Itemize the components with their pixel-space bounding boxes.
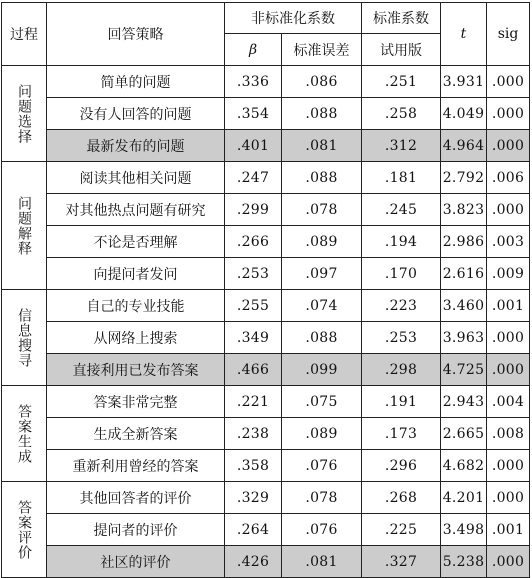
std-error-cell: .078 [282,194,362,226]
sig-cell: .000 [487,354,530,386]
table-row [2,226,530,258]
std-coef-cell: .225 [362,514,441,546]
t-value-cell: 2.986 [441,226,487,258]
table-row [2,194,530,226]
std-coef-cell: .181 [362,162,441,194]
std-coef-cell: .251 [362,66,441,98]
strategy-cell: 重新利用曾经的答案 [47,450,225,482]
strategy-cell: 简单的问题 [47,66,225,98]
sig-cell: .000 [487,98,530,130]
t-value-cell: 4.201 [441,482,487,514]
t-value-cell: 3.823 [441,194,487,226]
header-unstandardized: 非标准化系数 [225,3,362,34]
sig-cell: .003 [487,226,530,258]
strategy-cell: 向提问者发问 [47,258,225,290]
beta-cell: .329 [225,482,282,514]
beta-cell: .354 [225,98,282,130]
beta-cell: .401 [225,130,282,162]
strategy-cell: 从网络上搜索 [47,322,225,354]
std-coef-cell: .223 [362,290,441,322]
header-std-error: 标准误差 [282,34,362,66]
header-beta: β [225,34,282,66]
std-coef-cell: .312 [362,130,441,162]
header-trial-version: 试用版 [362,34,441,66]
t-value-cell: 2.943 [441,386,487,418]
std-error-cell: .099 [282,354,362,386]
std-coef-cell: .253 [362,322,441,354]
table-row [2,546,530,578]
table-row [2,354,530,386]
strategy-cell: 生成全新答案 [47,418,225,450]
std-error-cell: .088 [282,162,362,194]
beta-cell: .264 [225,514,282,546]
process-group-label: 答案生成 [2,386,47,482]
t-value-cell: 4.682 [441,450,487,482]
sig-cell: .000 [487,130,530,162]
std-error-cell: .086 [282,66,362,98]
t-value-cell: 4.725 [441,354,487,386]
strategy-cell: 最新发布的问题 [47,130,225,162]
table-row [2,386,530,418]
std-coef-cell: .298 [362,354,441,386]
regression-table [1,2,530,578]
beta-cell: .426 [225,546,282,578]
sig-cell: .001 [487,514,530,546]
table-row [2,66,530,98]
std-error-cell: .081 [282,130,362,162]
std-coef-cell: .327 [362,546,441,578]
table-row [2,98,530,130]
table-row [2,290,530,322]
process-group-label: 问题选择 [2,66,47,162]
std-error-cell: .088 [282,98,362,130]
t-value-cell: 3.931 [441,66,487,98]
table-row [2,258,530,290]
table-row [2,130,530,162]
t-value-cell: 4.049 [441,98,487,130]
std-error-cell: .076 [282,450,362,482]
sig-cell: .001 [487,290,530,322]
process-group-label: 答案评价 [2,482,47,578]
header-t: t [441,3,487,66]
table-row [2,418,530,450]
std-coef-cell: .268 [362,482,441,514]
std-error-cell: .089 [282,226,362,258]
table-row [2,162,530,194]
beta-cell: .221 [225,386,282,418]
t-value-cell: 3.460 [441,290,487,322]
t-value-cell: 4.964 [441,130,487,162]
sig-cell: .004 [487,386,530,418]
sig-cell: .000 [487,482,530,514]
strategy-cell: 对其他热点问题有研究 [47,194,225,226]
strategy-cell: 答案非常完整 [47,386,225,418]
strategy-cell: 社区的评价 [47,546,225,578]
beta-cell: .466 [225,354,282,386]
table-row [2,322,530,354]
strategy-cell: 其他回答者的评价 [47,482,225,514]
sig-cell: .008 [487,418,530,450]
strategy-cell: 自己的专业技能 [47,290,225,322]
table-row [2,514,530,546]
beta-cell: .349 [225,322,282,354]
sig-cell: .000 [487,194,530,226]
table-row [2,450,530,482]
beta-cell: .238 [225,418,282,450]
sig-cell: .000 [487,66,530,98]
t-value-cell: 5.238 [441,546,487,578]
header-strategy: 回答策略 [47,3,225,66]
strategy-cell: 阅读其他相关问题 [47,162,225,194]
std-error-cell: .088 [282,322,362,354]
sig-cell: .006 [487,162,530,194]
strategy-cell: 不论是否理解 [47,226,225,258]
beta-cell: .253 [225,258,282,290]
sig-cell: .000 [487,546,530,578]
beta-cell: .299 [225,194,282,226]
t-value-cell: 2.665 [441,418,487,450]
std-error-cell: .081 [282,546,362,578]
std-error-cell: .076 [282,514,362,546]
std-error-cell: .078 [282,482,362,514]
std-coef-cell: .245 [362,194,441,226]
strategy-cell: 没有人回答的问题 [47,98,225,130]
strategy-cell: 直接利用已发布答案 [47,354,225,386]
std-error-cell: .075 [282,386,362,418]
sig-cell: .009 [487,258,530,290]
std-coef-cell: .170 [362,258,441,290]
beta-cell: .255 [225,290,282,322]
t-value-cell: 2.616 [441,258,487,290]
process-group-label: 问题解释 [2,162,47,290]
std-coef-cell: .296 [362,450,441,482]
header-sig: sig [487,3,530,66]
table-row [2,482,530,514]
beta-cell: .336 [225,66,282,98]
std-error-cell: .089 [282,418,362,450]
beta-cell: .266 [225,226,282,258]
beta-cell: .358 [225,450,282,482]
std-coef-cell: .194 [362,226,441,258]
std-error-cell: .097 [282,258,362,290]
beta-cell: .247 [225,162,282,194]
strategy-cell: 提问者的评价 [47,514,225,546]
t-value-cell: 3.498 [441,514,487,546]
sig-cell: .000 [487,322,530,354]
std-coef-cell: .191 [362,386,441,418]
t-value-cell: 2.792 [441,162,487,194]
t-value-cell: 3.963 [441,322,487,354]
std-coef-cell: .258 [362,98,441,130]
std-coef-cell: .173 [362,418,441,450]
process-group-label: 信息搜寻 [2,290,47,386]
header-process: 过程 [2,3,47,66]
std-error-cell: .074 [282,290,362,322]
header-standardized: 标准系数 [362,3,441,34]
sig-cell: .000 [487,450,530,482]
